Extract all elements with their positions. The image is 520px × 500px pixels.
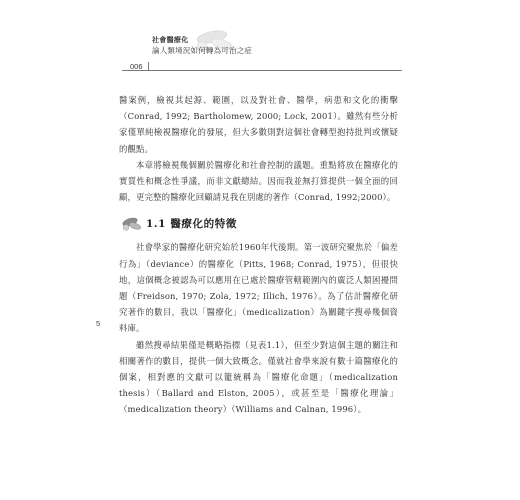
page-number: 006 bbox=[130, 62, 143, 71]
paragraph-4: 雖然搜尋結果僅是概略指標（見表1.1），但至少對這個主題的關注和相關著作的數目，提供一個大致概念。僅就社會學來說有數十篇醫療化的個案，相對應的文獻可以籠統稱為「醫療化命題」（medicalization thesis）（Ballard and Elston, 2005），或甚至是「醫療化理論」（medicalization theory）（Williams and Calnan, 1996）。 bbox=[119, 339, 398, 415]
paragraph-2: 本章將檢視幾個關於醫療化和社會控制的議題。重點將放在醫療化的實質性和概念性爭議，而非文獻總結。因而我並無打算提供一個全面的回顧，更完整的醫療化回顧請見我在別處的著作（Conrad, 1992;2000）。 bbox=[119, 159, 398, 203]
section-title: 1.1 醫療化的特徵 bbox=[146, 218, 237, 231]
margin-line-number: 5 bbox=[96, 319, 101, 328]
section-heading bbox=[119, 215, 398, 233]
body-text bbox=[119, 92, 398, 418]
book-subtitle: 論人類境況如何轉為可治之症 bbox=[152, 46, 253, 55]
paragraph-3: 社會學家的醫療化研究始於1960年代後期。第一波研究聚焦於「偏差行為」（deviance）的醫療化（Pitts, 1968; Conrad, 1975），但很快地，這個概念被認為可以應用在已處於醫療管轄範圍內的廣泛人類困擾問題（Freidson, 1970; Zola, 1972; Illich, 1976）。為了估計醫療化研究著作的數目，我以「醫療化」（medicalization）為關鍵字搜尋幾個資料庫。 bbox=[119, 242, 398, 334]
header-rule bbox=[152, 70, 402, 71]
pills-capsules-icon bbox=[121, 216, 143, 232]
running-header bbox=[0, 22, 520, 72]
header-rule-tick bbox=[148, 62, 149, 71]
paragraph-1: 醫案例，檢視其起源、範圍，以及對社會、醫學，病患和文化的衝擊（Conrad, 1992; Bartholomew, 2000; Lock, 2001）。雖然有些分析家僅單純檢視醫療化的發展，但大多數則對這個社會轉型抱持批判或懷疑的觀點。 bbox=[119, 95, 398, 154]
book-title: 社會醫療化 bbox=[152, 35, 189, 44]
